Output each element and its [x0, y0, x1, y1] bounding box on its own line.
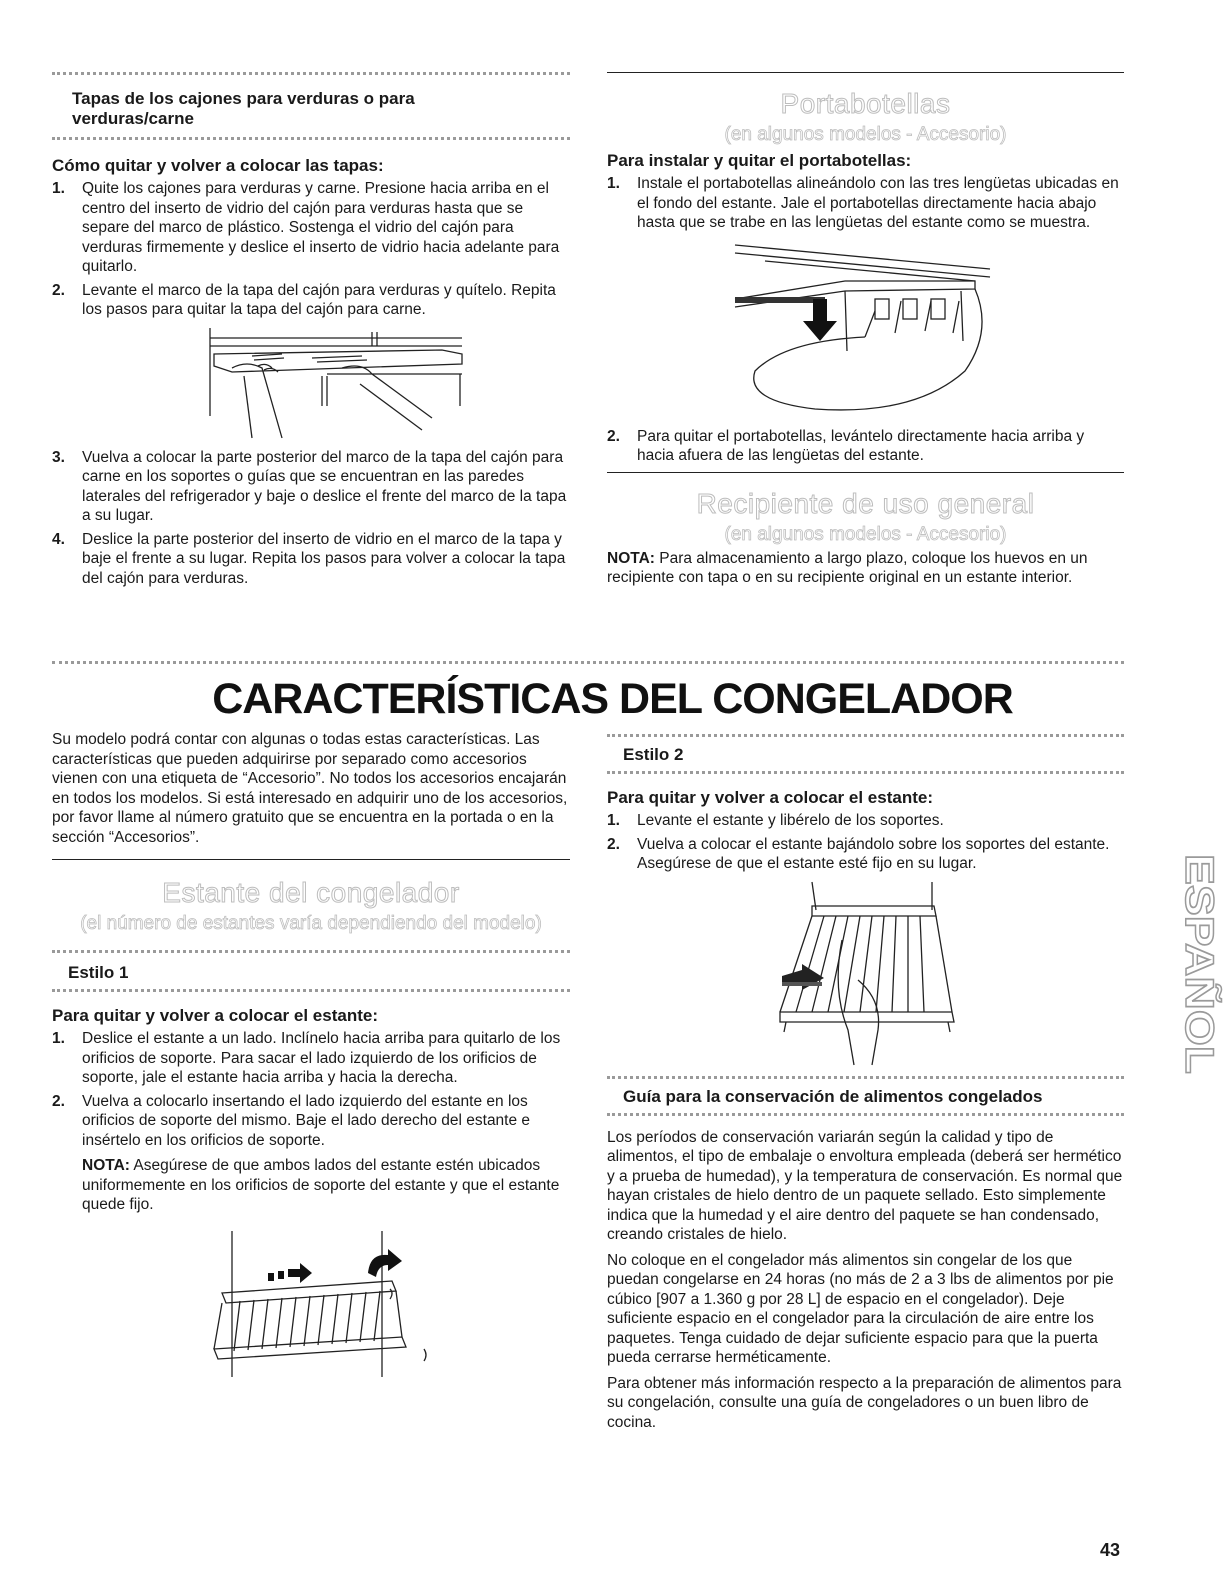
shelf-style-2-illustration: [772, 880, 1124, 1070]
main-title: CARACTERÍSTICAS DEL CONGELADOR: [212, 675, 1013, 723]
note-text: Asegúrese de que ambos lados del estante estén ubicados uniformemente en los orificios de soporte del estante y que el estante quede fijo.: [82, 1157, 560, 1213]
left-bottom-column: [52, 730, 570, 1379]
howto-title: Para instalar y quitar el portabotellas:: [607, 151, 912, 170]
divider: [52, 137, 570, 140]
step-number: 1.: [52, 1030, 65, 1047]
section-divider: [52, 661, 1124, 664]
list-item: [52, 1092, 570, 1215]
step-text: Levante el marco de la tapa del cajón para verduras y quítelo. Repita los pasos para quitar la tapa del cajón para carne.: [82, 281, 556, 318]
shelf-style-1-illustration: [192, 1229, 570, 1379]
step-text: Deslice la parte posterior del inserto de vidrio en el marco de la tapa y baje el frente a su lugar. Repita los pasos para volver a colocar la tapa del cajón para verduras.: [82, 530, 566, 587]
step-text: Instale el portabotellas alineándolo con las tres lengüetas ubicadas en el fondo del estante. Jale el portabotellas directamente hacia abajo hasta que se trabe en las lengüetas del estante como se muestra.: [637, 175, 1119, 231]
portabotellas-title: Portabotellas: [780, 88, 951, 119]
list-item: [607, 427, 1124, 466]
divider: [607, 472, 1124, 473]
divider: [52, 989, 570, 992]
intro-paragraph: Su modelo podrá contar con algunas o todas estas características. Las características que pueden adquirirse por separado como accesorios vienen con una etiqueta de “Accesorio”. No todos los accesorios encajarán en todos los modelos. Si está interesado en adquirir uno de los accesorios, por favor llame al número gratuito que se encuentra en la portada o en la sección “Accesorios”.: [52, 731, 568, 846]
list-item: [607, 835, 1124, 874]
step-text: Vuelva a colocar la parte posterior del marco de la tapa del cajón para carne en los soportes o guías que se encuentran en las paredes laterales del refrigerador y baje o deslice el frente del marco de la tapa a su lugar.: [82, 448, 567, 524]
steps-list: [607, 811, 1124, 874]
estilo-1-label: Estilo 1: [68, 963, 129, 982]
page-number: 43: [1100, 1540, 1121, 1560]
step-text: Para quitar el portabotellas, levántelo directamente hacia arriba y hacia afuera de las lengüetas del estante.: [637, 427, 1085, 464]
step-number: 2.: [607, 427, 620, 445]
guia-title: Guía para la conservación de alimentos congelados: [623, 1086, 1043, 1106]
side-tab-text: ESPAÑOL: [1177, 854, 1221, 1045]
steps-list: [52, 179, 570, 320]
note-paragraph: [607, 549, 1124, 588]
list-item: [607, 811, 1124, 831]
step-text: Levante el estante y libérelo de los soportes.: [637, 812, 944, 829]
recipiente-title: Recipiente de uso general: [696, 487, 1035, 519]
step-text: Deslice el estante a un lado. Inclínelo hacia arriba para quitarlo de los orificios de soporte. Para sacar el lado izquierdo de los orificios de soporte, jale el estante hacia arriba y hacia la derecha.: [82, 1030, 561, 1086]
steps-list: [52, 1029, 570, 1215]
list-item: [52, 179, 570, 277]
language-side-tab: [1140, 850, 1221, 1080]
right-top-column: [607, 72, 1124, 588]
divider: [52, 859, 570, 860]
step-number: 1.: [52, 180, 65, 197]
howto-title: Para quitar y volver a colocar el estante:: [52, 1006, 378, 1025]
estilo-2-label: Estilo 2: [623, 745, 684, 764]
howto-title: Para quitar y volver a colocar el estante:: [607, 788, 933, 807]
step-text: Vuelva a colocar el estante bajándolo sobre los soportes del estante. Asegúrese de que el estante esté fijo en su lugar.: [637, 835, 1110, 872]
note-text: Para almacenamiento a largo plazo, coloque los huevos en un recipiente con tapa o en su recipiente original en un estante interior.: [607, 549, 1088, 586]
note-label: NOTA:: [82, 1157, 130, 1174]
divider: [607, 771, 1124, 774]
list-item: [52, 448, 570, 526]
crisper-cover-illustration: [192, 326, 570, 444]
list-item: [52, 281, 570, 320]
step-number: 2.: [52, 1092, 65, 1110]
step-number: 2.: [52, 281, 65, 299]
howto-title: Cómo quitar y volver a colocar las tapas:: [52, 156, 384, 175]
step-number: 1.: [607, 175, 620, 192]
steps-list: [52, 448, 570, 589]
guia-paragraph: Los períodos de conservación variarán según la calidad y tipo de alimentos, el tipo de embalaje o envoltura empleada (deberá ser hermético y a prueba de humedad), y la temperatura de conservación. Es normal que hayan cristales de hielo dentro de un paquete sellado. Esto simplemente indica que la humedad y el aire dentro del paquete se han condensado, creando cristales de hielo.: [607, 1128, 1123, 1243]
right-bottom-column: [607, 734, 1124, 1432]
note-paragraph: [82, 1156, 570, 1215]
step-number: 1.: [607, 812, 620, 829]
divider: [607, 72, 1124, 73]
divider: [607, 1113, 1124, 1116]
section-title: Tapas de los cajones para verduras o para verduras/carne: [72, 89, 415, 128]
step-number: 4.: [52, 530, 65, 548]
estante-subtitle: (el número de estantes varía dependiendo del modelo): [80, 913, 542, 934]
estante-title: Estante del congelador: [162, 877, 460, 908]
list-item: [52, 1029, 570, 1088]
step-number: 3.: [52, 448, 65, 466]
note-label: NOTA:: [607, 549, 655, 567]
recipiente-subtitle: (en algunos modelos - Accesorio): [724, 523, 1007, 545]
step-number: 2.: [607, 835, 620, 853]
steps-list: [607, 427, 1124, 466]
left-top-column: [52, 72, 570, 592]
bottle-rack-illustration: [725, 241, 1124, 421]
step-text: Vuelva a colocarlo insertando el lado izquierdo del estante en los orificios de soporte del mismo. Baje el lado derecho del estante e insértelo en los orificios de soporte.: [82, 1092, 531, 1149]
list-item: [52, 530, 570, 589]
step-text: Quite los cajones para verduras y carne. Presione hacia arriba en el centro del inserto de vidrio del cajón para verduras hasta que se separe del marco de plástico. Sostenga el vidrio del cajón para verduras firmemente y deslice el inserto de vidrio hacia adelante para quitarlo.: [82, 180, 560, 275]
guia-paragraph: No coloque en el congelador más alimentos sin congelar de los que puedan congelarse en 24 horas (no más de 2 a 3 lbs de alimentos por pie cúbico [907 a 1.360 g por 28 L] de espacio en el congelador). Deje suficiente espacio en el congelador para la circulación de aire entre los paquetes. Tenga cuidado de dejar suficiente espacio para que la puerta pueda cerrarse herméticamente.: [607, 1251, 1114, 1366]
guia-paragraph: Para obtener más información respecto a la preparación de alimentos para su congelación, consulte una guía de congeladores o un buen libro de cocina.: [607, 1374, 1122, 1431]
list-item: [607, 174, 1124, 233]
portabotellas-subtitle: (en algunos modelos - Accesorio): [724, 124, 1007, 145]
steps-list: [607, 174, 1124, 233]
